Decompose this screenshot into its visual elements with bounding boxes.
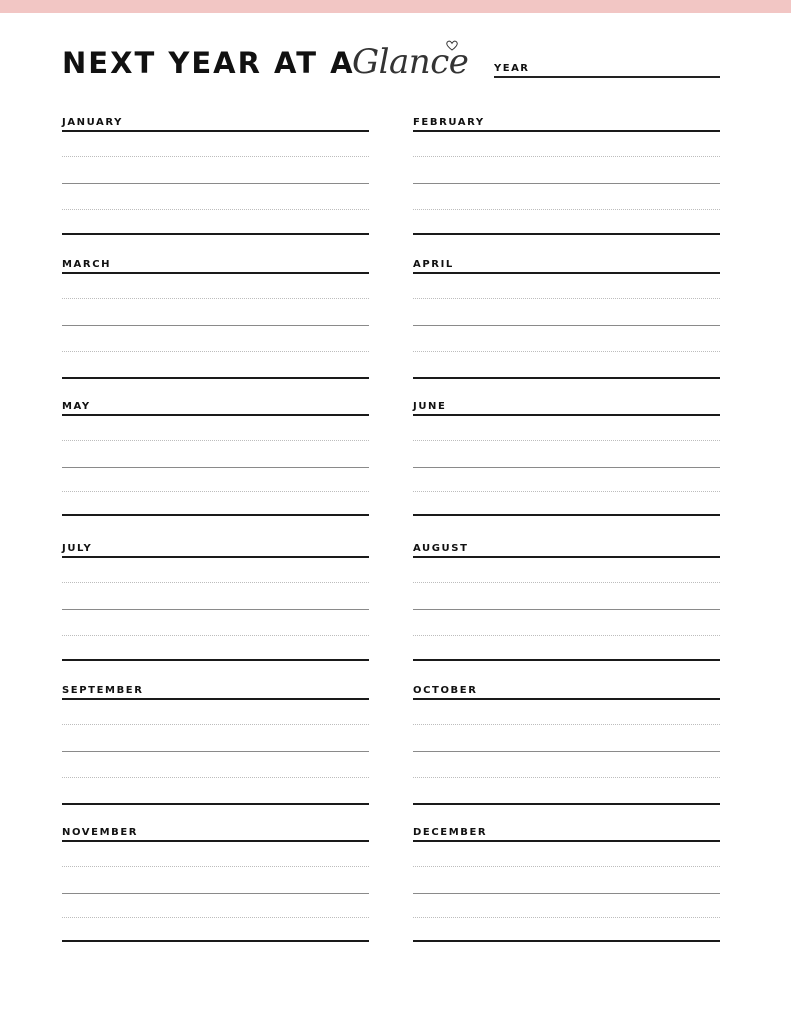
- top-accent-bar: [0, 0, 791, 13]
- writing-line[interactable]: [62, 467, 369, 468]
- month-header-rule: [62, 414, 369, 416]
- writing-line[interactable]: [413, 582, 720, 583]
- writing-line[interactable]: [413, 777, 720, 778]
- month-block-june: [413, 401, 720, 519]
- month-label: APRIL: [413, 259, 454, 270]
- month-label: AUGUST: [413, 543, 469, 554]
- writing-line[interactable]: [62, 377, 369, 379]
- month-header-rule: [62, 272, 369, 274]
- writing-line[interactable]: [413, 893, 720, 894]
- month-header-rule: [62, 840, 369, 842]
- writing-line[interactable]: [62, 724, 369, 725]
- month-label: MARCH: [62, 259, 112, 270]
- month-label: JULY: [62, 543, 93, 554]
- writing-line[interactable]: [413, 183, 720, 184]
- heart-icon: [446, 40, 458, 51]
- writing-line[interactable]: [62, 209, 369, 210]
- writing-line[interactable]: [62, 183, 369, 184]
- month-header-rule: [413, 840, 720, 842]
- month-label: OCTOBER: [413, 685, 478, 696]
- writing-line[interactable]: [413, 491, 720, 492]
- month-label: MAY: [62, 401, 91, 412]
- writing-line[interactable]: [413, 659, 720, 661]
- writing-line[interactable]: [413, 724, 720, 725]
- month-label: NOVEMBER: [62, 827, 139, 838]
- writing-line[interactable]: [62, 491, 369, 492]
- month-label: DECEMBER: [413, 827, 488, 838]
- month-block-october: [413, 685, 720, 803]
- month-header-rule: [413, 272, 720, 274]
- month-label: FEBRUARY: [413, 117, 485, 128]
- writing-line[interactable]: [413, 609, 720, 610]
- month-block-march: [62, 259, 369, 377]
- writing-line[interactable]: [413, 751, 720, 752]
- writing-line[interactable]: [62, 514, 369, 516]
- month-header-rule: [413, 130, 720, 132]
- page-title: NEXT YEAR AT A: [62, 46, 355, 80]
- writing-line[interactable]: [62, 582, 369, 583]
- writing-line[interactable]: [413, 298, 720, 299]
- writing-line[interactable]: [62, 917, 369, 918]
- writing-line[interactable]: [62, 609, 369, 610]
- writing-line[interactable]: [62, 751, 369, 752]
- month-block-january: [62, 117, 369, 235]
- writing-line[interactable]: [413, 440, 720, 441]
- writing-line[interactable]: [413, 156, 720, 157]
- writing-line[interactable]: [62, 940, 369, 942]
- writing-line[interactable]: [413, 233, 720, 235]
- writing-line[interactable]: [413, 514, 720, 516]
- month-block-september: [62, 685, 369, 803]
- month-block-december: [413, 827, 720, 945]
- writing-line[interactable]: [413, 467, 720, 468]
- writing-line[interactable]: [62, 351, 369, 352]
- month-block-july: [62, 543, 369, 661]
- writing-line[interactable]: [413, 325, 720, 326]
- writing-line[interactable]: [62, 635, 369, 636]
- month-block-august: [413, 543, 720, 661]
- writing-line[interactable]: [62, 777, 369, 778]
- writing-line[interactable]: [62, 298, 369, 299]
- writing-line[interactable]: [413, 917, 720, 918]
- year-field-line[interactable]: [494, 76, 720, 78]
- month-block-february: [413, 117, 720, 235]
- month-header-rule: [62, 556, 369, 558]
- month-block-may: [62, 401, 369, 519]
- month-header-rule: [413, 414, 720, 416]
- writing-line[interactable]: [413, 940, 720, 942]
- writing-line[interactable]: [413, 635, 720, 636]
- writing-line[interactable]: [62, 325, 369, 326]
- year-label: YEAR: [494, 63, 530, 74]
- writing-line[interactable]: [62, 156, 369, 157]
- month-block-november: [62, 827, 369, 945]
- month-label: JUNE: [413, 401, 447, 412]
- month-header-rule: [413, 698, 720, 700]
- month-block-april: [413, 259, 720, 377]
- writing-line[interactable]: [62, 866, 369, 867]
- writing-line[interactable]: [413, 803, 720, 805]
- page-title-script: Glance: [352, 42, 469, 82]
- writing-line[interactable]: [62, 659, 369, 661]
- writing-line[interactable]: [62, 440, 369, 441]
- writing-line[interactable]: [413, 866, 720, 867]
- month-label: SEPTEMBER: [62, 685, 144, 696]
- month-header-rule: [413, 556, 720, 558]
- month-header-rule: [62, 698, 369, 700]
- writing-line[interactable]: [413, 209, 720, 210]
- month-label: JANUARY: [62, 117, 123, 128]
- month-header-rule: [62, 130, 369, 132]
- writing-line[interactable]: [413, 377, 720, 379]
- writing-line[interactable]: [413, 351, 720, 352]
- writing-line[interactable]: [62, 893, 369, 894]
- writing-line[interactable]: [62, 803, 369, 805]
- page-header: [62, 40, 722, 100]
- writing-line[interactable]: [62, 233, 369, 235]
